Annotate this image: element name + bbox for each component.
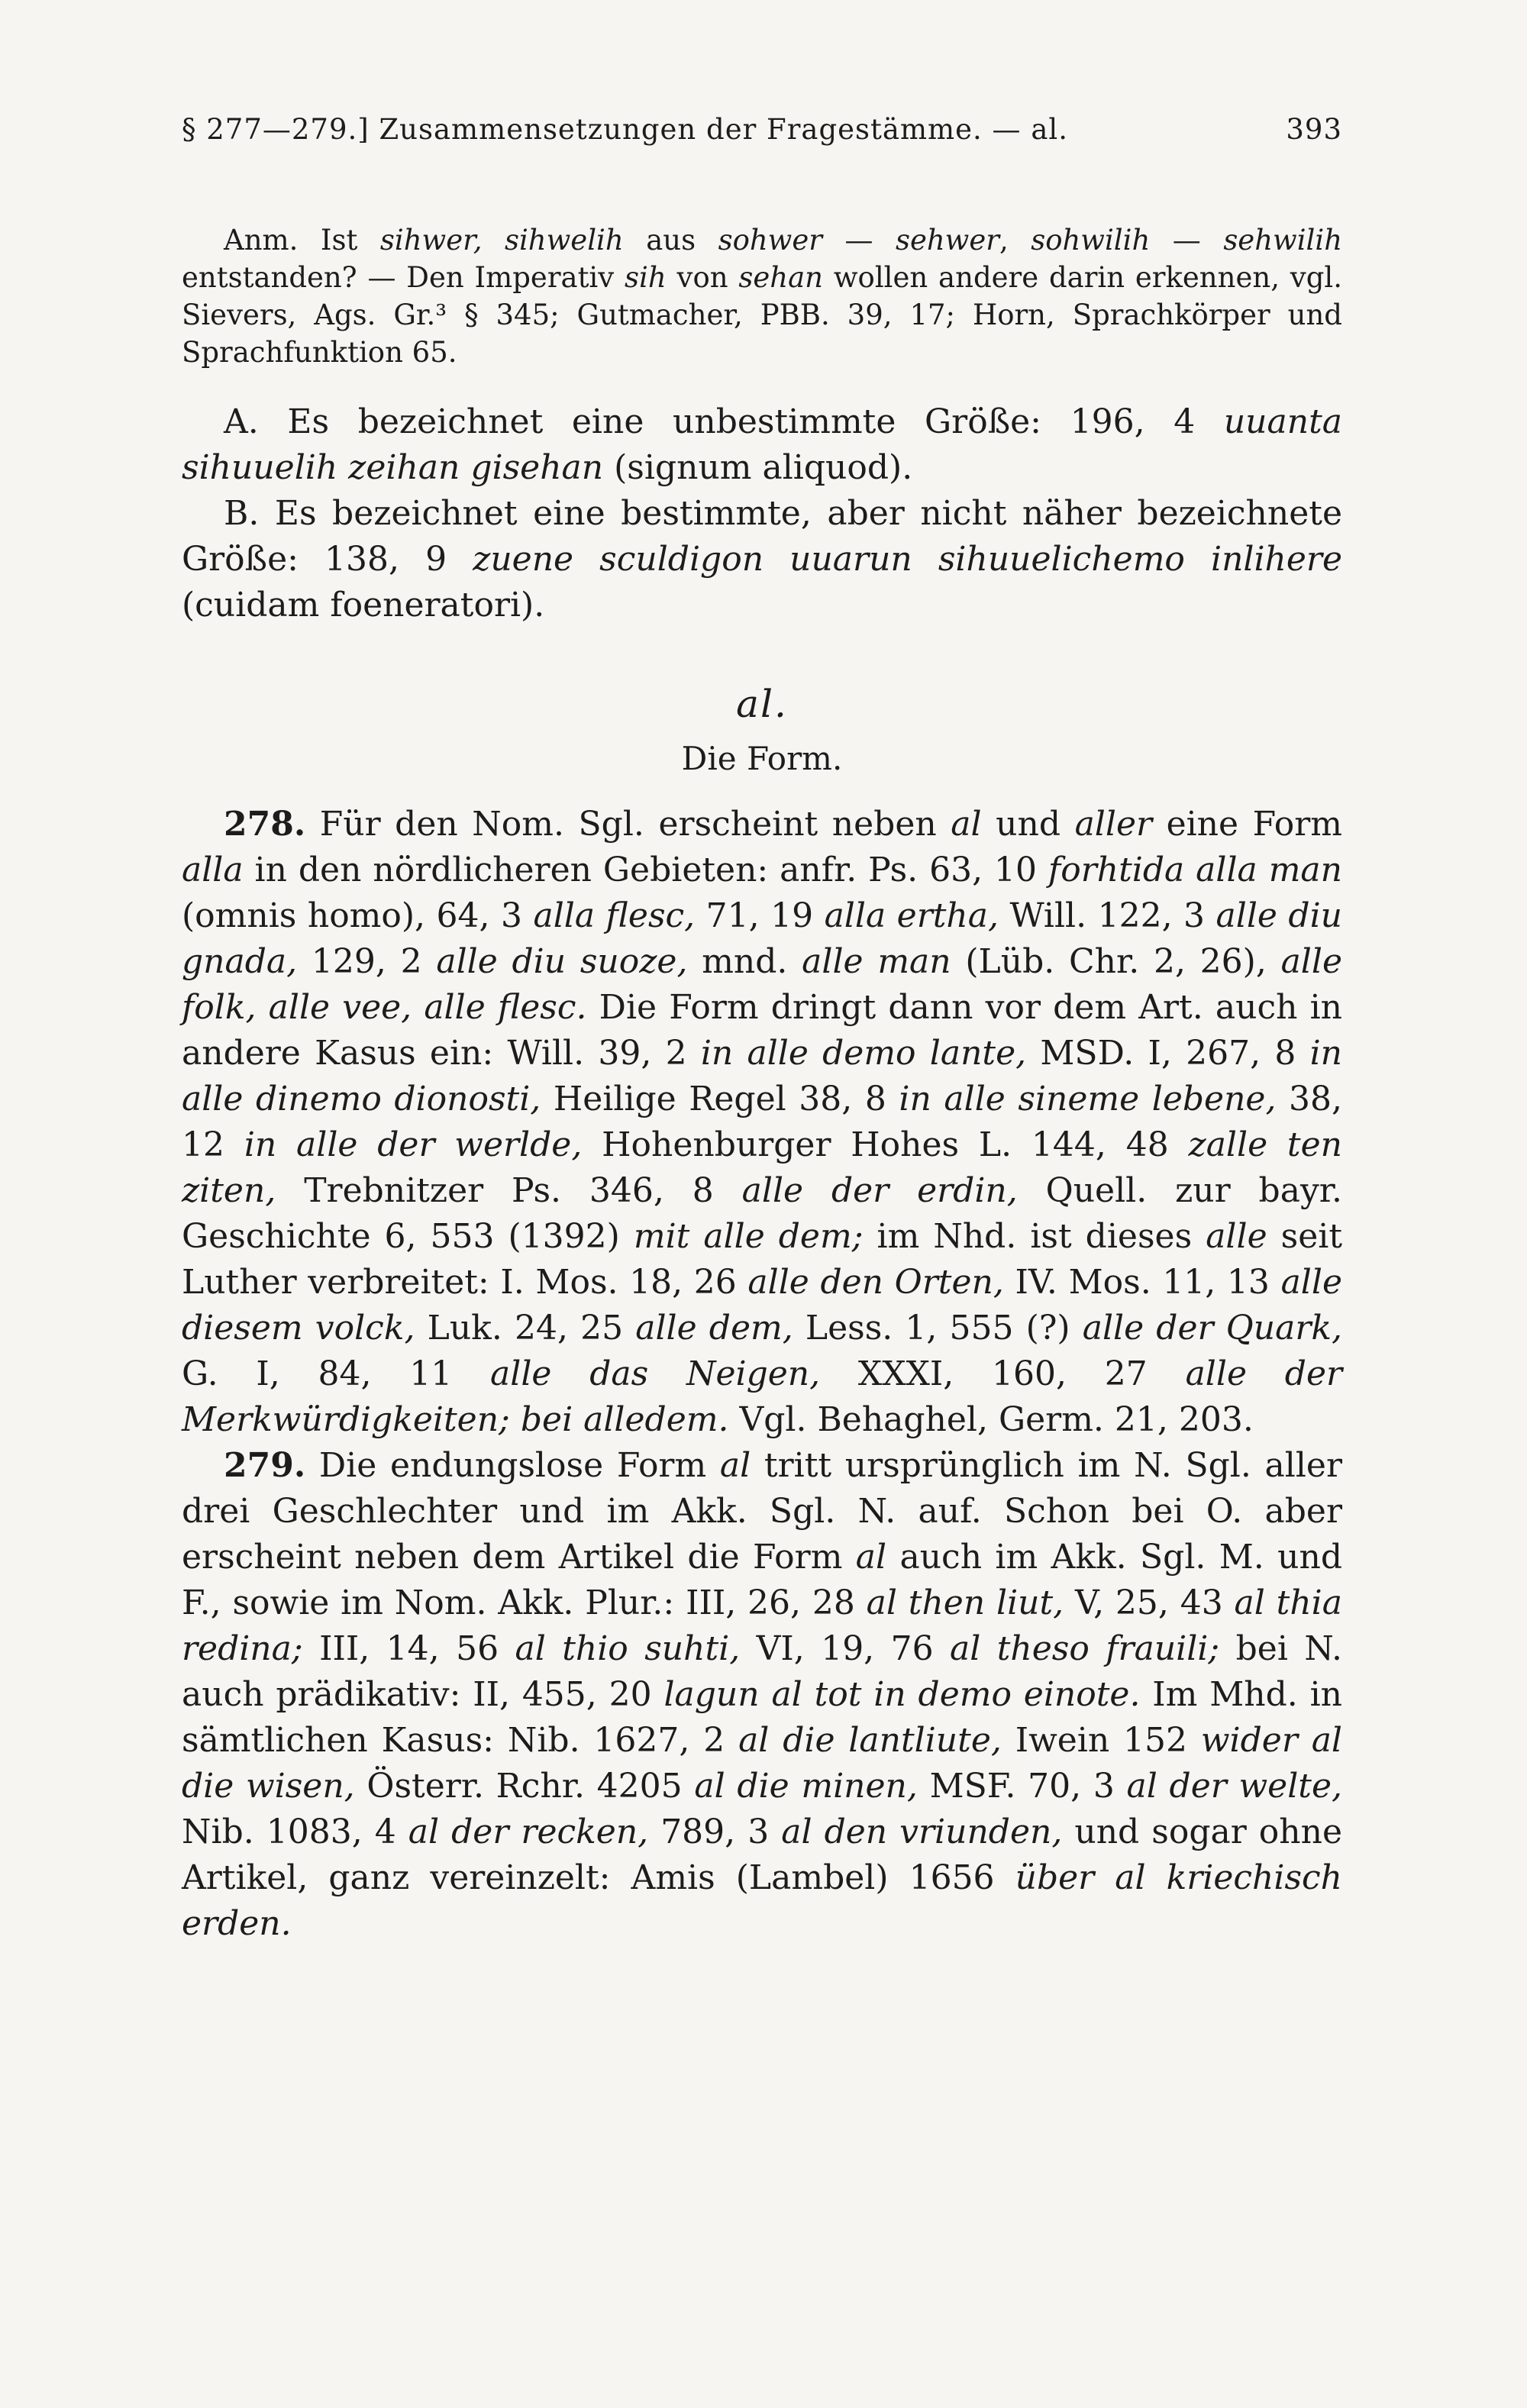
paragraph-b: B. Es bezeichnet eine bestimmte, aber nicht näher bezeichnete Größe: 138, 9 zuene sculdigon uuarun sihuuelichemo inlihere (cuidam foeneratori). <box>182 494 1342 625</box>
annotation-paragraph: Anm. Ist sihwer, sihwelih aus sohwer — sehwer, sohwilih — sehwilih entstanden? — Den Imperativ sih von sehan wollen andere darin erkennen, vgl. Sievers, Ags. Gr.³ § 345; Gutmacher, PBB. 39, 17; Horn, Sprachkörper und Sprachfunktion 65. <box>182 224 1343 369</box>
header-title: § 277—279.] Zusammensetzungen der Fragestämme. — al. <box>182 113 1068 146</box>
page <box>182 99 1342 1947</box>
section-title: al. <box>736 682 788 726</box>
paragraph-278: 278. Für den Nom. Sgl. erscheint neben al und aller eine Form alla in den nördlicheren Gebieten: anfr. Ps. 63, 10 forhtida alla man (omnis homo), 64, 3 alla flesc, 71, 19 alla ertha, Will. 122, 3 alle diu gnada, 129, 2 alle diu suoze, mnd. alle man (Lüb. Chr. 2, 26), alle folk, alle vee, alle flesc. Die Form dringt dann vor dem Art. auch in andere Kasus ein: Will. 39, 2 in alle demo lante, MSD. I, 267, 8 in alle dinemo dionosti, Heilige Regel 38, 8 in alle sineme lebene, 38, 12 in alle der werlde, Hohenburger Hohes L. 144, 48 zalle ten ziten, Trebnitzer Ps. 346, 8 alle der erdin, Quell. zur bayr. Geschichte 6, 553 (1392) mit alle dem; im Nhd. ist dieses alle seit Luther verbreitet: I. Mos. 18, 26 alle den Orten, IV. Mos. 11, 13 alle diesem volck, Luk. 24, 25 alle dem, Less. 1, 555 (?) alle der Quark, G. I, 84, 11 alle das Neigen, XXXI, 160, 27 alle der Merkwürdigkeiten; bei alledem. Vgl. Behaghel, Germ. 21, 203. <box>182 805 1343 1439</box>
paragraph-a: A. Es bezeichnet eine unbestimmte Größe: 196, 4 uuanta sihuuelih zeihan gisehan (signum aliquod). <box>182 402 1342 487</box>
running-header <box>182 99 1342 160</box>
page-number: 393 <box>1286 113 1342 146</box>
section-number-278: 278. <box>224 805 306 844</box>
paragraph-279: 279. Die endungslose Form al tritt ursprünglich im N. Sgl. aller drei Geschlechter und im Akk. Sgl. N. auf. Schon bei O. aber erscheint neben dem Artikel die Form al auch im Akk. Sgl. M. und F., sowie im Nom. Akk. Plur.: III, 26, 28 al then liut, V, 25, 43 al thia redina; III, 14, 56 al thio suhti, VI, 19, 76 al theso frauili; bei N. auch prädikativ: II, 455, 20 lagun al tot in demo einote. Im Mhd. in sämtlichen Kasus: Nib. 1627, 2 al die lantliute, Iwein 152 wider al die wisen, Österr. Rchr. 4205 al die minen, MSF. 70, 3 al der welte, Nib. 1083, 4 al der recken, 789, 3 al den vriunden, und sogar ohne Artikel, ganz vereinzelt: Amis (Lambel) 1656 über al kriechisch erden. <box>182 1446 1343 1943</box>
section-number-279: 279. <box>224 1446 306 1485</box>
section-subtitle: Die Form. <box>681 740 843 777</box>
